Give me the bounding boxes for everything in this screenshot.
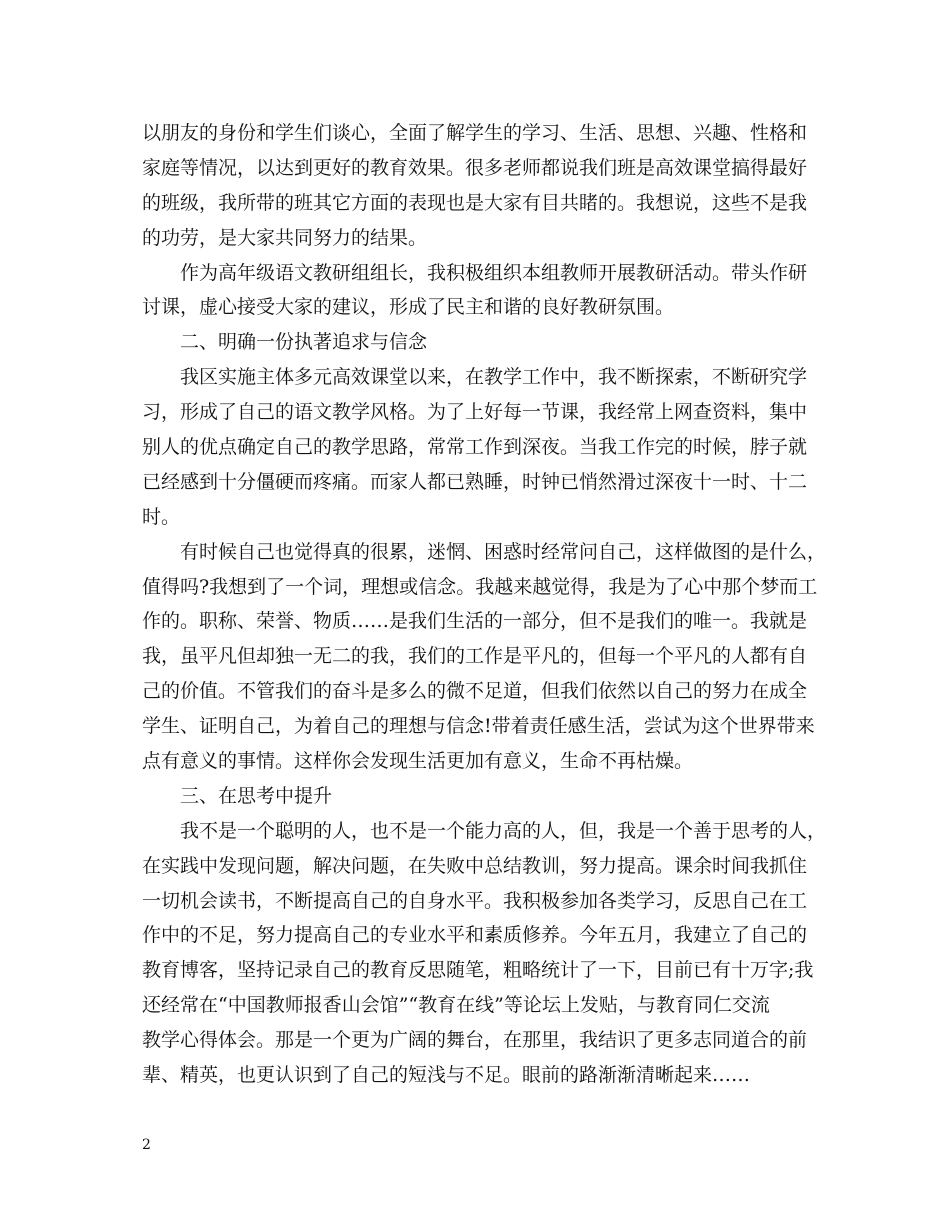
body-line: 在实践中发现问题，解决问题，在失败中总结教训，努力提高。课余时间我抓住 <box>142 854 808 877</box>
body-line: 别人的优点确定自己的教学思路，常常工作到深夜。当我工作完的时候，脖子就 <box>142 436 808 459</box>
paragraph-start-line: 我不是一个聪明的人，也不是一个能力高的人，但，我是一个善于思考的人， <box>180 819 827 842</box>
section-heading: 二、明确一份执著追求与信念 <box>180 331 428 354</box>
body-line: 已经感到十分僵硬而疼痛。而家人都已熟睡，时钟已悄然滑过深夜十一时、十二 <box>142 470 808 493</box>
body-line: 作中的不足，努力提高自己的专业水平和素质修养。今年五月，我建立了自己的 <box>142 924 808 947</box>
body-line: 辈、精英，也更认识到了自己的短浅与不足。眼前的路渐渐清晰起来…… <box>142 1064 751 1087</box>
document-body <box>142 116 827 1093</box>
body-line: 教学心得体会。那是一个更为广阔的舞台，在那里，我结识了更多志同道合的前 <box>142 1029 808 1052</box>
body-line: 作的。职称、荣誉、物质……是我们生活的一部分，但不是我们的唯一。我就是 <box>142 610 808 633</box>
body-line: 还经常在“中国教师报香山会馆”“教育在线”等论坛上发贴，与教育同仁交流 <box>142 994 770 1017</box>
body-line: 己的价值。不管我们的奋斗是多么的微不足道，但我们依然以自己的努力在成全 <box>142 680 808 703</box>
body-line: 时。 <box>142 505 181 528</box>
body-line: 讨课，虚心接受大家的建议，形成了民主和谐的良好教研氛围。 <box>142 296 675 319</box>
paragraph-start-line: 有时候自己也觉得真的很累，迷惘、困惑时经常问自己，这样做图的是什么， <box>180 540 827 563</box>
body-line: 的功劳，是大家共同努力的结果。 <box>142 226 428 249</box>
body-line: 学生、证明自己，为着自己的理想与信念!带着责任感生活，尝试为这个世界带来 <box>142 715 815 738</box>
body-line: 习，形成了自己的语文教学风格。为了上好每一节课，我经常上网查资料，集中 <box>142 401 808 424</box>
paragraph-start-line: 作为高年级语文教研组组长，我积极组织本组教师开展教研活动。带头作研 <box>180 261 808 284</box>
section-heading: 三、在思考中提升 <box>180 784 333 807</box>
body-line: 教育博客，坚持记录自己的教育反思随笔，粗略统计了一下，目前已有十万字;我 <box>142 959 814 982</box>
body-line: 家庭等情况，以达到更好的教育效果。很多老师都说我们班是高效课堂搞得最好 <box>142 156 808 179</box>
body-line: 值得吗?我想到了一个词，理想或信念。我越来越觉得，我是为了心中那个梦而工 <box>142 575 818 598</box>
paragraph-start-line: 我区实施主体多元高效课堂以来，在教学工作中，我不断探索，不断研究学 <box>180 366 808 389</box>
body-line: 一切机会读书，不断提高自己的自身水平。我积极参加各类学习，反思自己在工 <box>142 889 808 912</box>
body-line: 以朋友的身份和学生们谈心，全面了解学生的学习、生活、思想、兴趣、性格和 <box>142 122 808 144</box>
page-number: 2 <box>142 1137 151 1153</box>
body-line: 的班级，我所带的班其它方面的表现也是大家有目共睹的。我想说，这些不是我 <box>142 191 808 214</box>
body-line: 我，虽平凡但却独一无二的我，我们的工作是平凡的，但每一个平凡的人都有自 <box>142 645 808 668</box>
body-line: 点有意义的事情。这样你会发现生活更加有意义，生命不再枯燥。 <box>142 750 694 773</box>
